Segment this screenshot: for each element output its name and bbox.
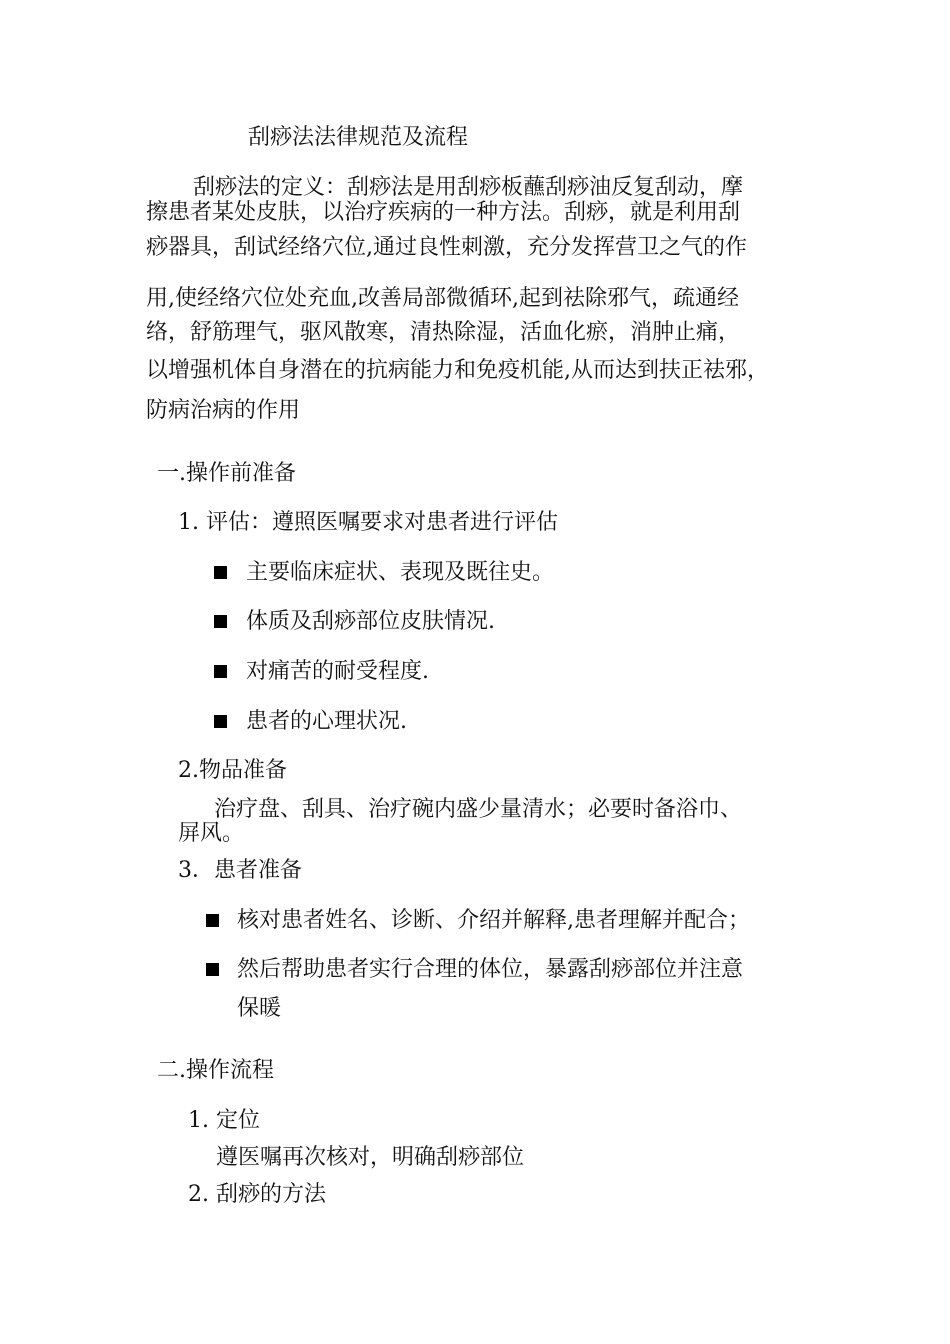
list-item-label: 1. 评估：遵照医嘱要求对患者进行评估 [178, 510, 558, 535]
bullet-text: 对痛苦的耐受程度. [246, 659, 429, 684]
bullet-text: 患者的心理状况. [246, 709, 407, 734]
square-bullet-icon [214, 566, 227, 579]
definition-line: 以增强机体自身潜在的抗病能力和免疫机能,从而达到扶正祛邪， [146, 358, 769, 383]
definition-line: 擦患者某处皮肤，以治疗疾病的一种方法。刮痧，就是利用刮 [146, 200, 741, 225]
square-bullet-icon [206, 963, 219, 976]
bullet-text: 主要临床症状、表现及既往史。 [246, 560, 555, 585]
body-text: 治疗盘、刮具、治疗碗内盛少量清水；必要时备浴巾、 [214, 797, 743, 822]
definition-line: 刮痧法的定义：刮痧法是用刮痧板蘸刮痧油反复刮动，摩 [193, 175, 744, 200]
definition-line: 用,使经络穴位处充血,改善局部微循环,起到祛除邪气，疏通经 [146, 286, 739, 311]
definition-line: 防病治病的作用 [146, 398, 301, 423]
bullet-text: 核对患者姓名、诊断、介绍并解释,患者理解并配合； [237, 908, 750, 933]
list-item-label: 2. 刮痧的方法 [188, 1182, 326, 1207]
square-bullet-icon [206, 914, 219, 927]
section-heading: 二.操作流程 [157, 1058, 274, 1083]
bullet-text: 体质及刮痧部位皮肤情况. [246, 609, 495, 634]
section-heading: 一.操作前准备 [157, 461, 296, 486]
bullet-text: 然后帮助患者实行合理的体位，暴露刮痧部位并注意 [237, 957, 744, 982]
square-bullet-icon [214, 615, 227, 628]
list-item-label: 3．患者准备 [178, 858, 302, 883]
definition-line: 痧器具，刮试经络穴位,通过良性刺激，充分发挥营卫之气的作 [146, 235, 747, 260]
bullet-text-continuation: 保暖 [237, 996, 282, 1021]
body-text: 遵医嘱再次核对，明确刮痧部位 [216, 1145, 525, 1170]
square-bullet-icon [214, 715, 227, 728]
list-item-label: 2.物品准备 [178, 758, 287, 783]
square-bullet-icon [214, 665, 227, 678]
definition-line: 络，舒筋理气，驱风散寒，清热除湿，活血化瘀，消肿止痛， [146, 320, 741, 345]
list-item-label: 1. 定位 [188, 1108, 260, 1133]
body-text: 屏风。 [178, 821, 245, 846]
document-title: 刮痧法法律规范及流程 [248, 125, 469, 150]
